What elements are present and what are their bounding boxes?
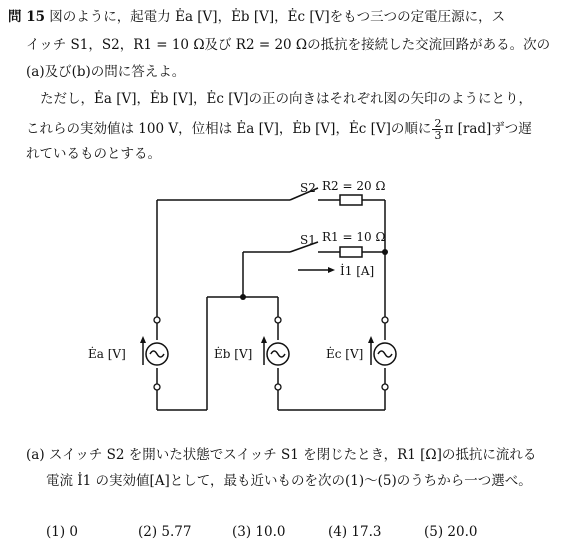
fraction-numerator: 2 [434,117,442,130]
label-r1: R1 = 10 Ω [322,230,386,244]
label-r2: R2 = 20 Ω [322,179,386,193]
choice-3-label: (3) [232,524,252,540]
resistor-r1 [340,247,362,257]
choice-1-label: (1) [46,524,66,540]
arrow-eb-head [261,336,267,343]
problem-text-1: 図のように，起電力 Ėa [V]，Ėb [V]，Ėc [V]をもつ三つの定電圧源に，ス [49,9,506,25]
label-ec: Ėc [V] [326,347,364,361]
problem-text-5a: これらの実効値は 100 V，位相は Ėa [V]，Ėb [V]，Ėc [V]の順に [26,121,432,137]
terminal-ec-bottom [382,384,388,390]
choice-5-value: 20.0 [447,524,478,540]
problem-line-6: れているものとする。 [26,146,161,162]
choice-5-label: (5) [424,524,444,540]
junction-dot-right [382,249,388,255]
problem-line-3: (a)及び(b)の問に答えよ。 [26,64,186,80]
choice-3-value: 10.0 [255,524,286,540]
terminal-eb-bottom [275,384,281,390]
problem-line-2: イッチ S1，S2，R1 = 10 Ω及び R2 = 20 Ωの抵抗を接続した交流回路がある。次の [26,37,551,53]
sine-ec [378,351,392,357]
problem-number: 問 15 [8,9,45,25]
terminal-ec-top [382,317,388,323]
question-a-line-1: (a) スイッチ S2 を開いた状態でスイッチ S1 を閉じたとき，R1 [Ω]の抵抗に流れる [26,447,537,463]
fraction-denominator: 3 [434,129,442,142]
label-s2: S2 [300,181,316,195]
choice-2-label: (2) [138,524,158,540]
terminal-ea-top [154,317,160,323]
label-ea: Ėa [V] [88,347,126,361]
choice-5[interactable] [424,524,477,540]
choice-2[interactable] [138,524,191,540]
choice-4-value: 17.3 [351,524,382,540]
choice-4-label: (4) [328,524,348,540]
label-i1: İ1 [A] [340,264,375,278]
problem-line-4: ただし，Ėa [V]，Ėb [V]，Ėc [V]の正の向きはそれぞれ図の矢印のようにとり， [40,91,533,107]
label-s1: S1 [300,233,316,247]
arrow-i1-head [328,267,335,273]
choice-4[interactable] [328,524,381,540]
resistor-r2 [340,195,362,205]
label-eb: Ėb [V] [214,347,253,361]
sine-ea [150,351,164,357]
choice-1-value: 0 [69,524,79,540]
arrow-ea-head [140,336,146,343]
sine-eb [271,351,285,357]
question-a-line-2: 電流 İ1 の実効値[A]として，最も近いものを次の(1)～(5)のうちから一つ選べ。 [46,473,532,489]
junction-dot-mid [240,294,246,300]
problem-text-5b: π [rad]ずつ遅 [444,121,532,137]
choice-3[interactable] [232,524,285,540]
terminal-eb-top [275,317,281,323]
arrow-ec-head [368,336,374,343]
choice-2-value: 5.77 [161,524,192,540]
terminal-ea-bottom [154,384,160,390]
choice-1[interactable] [46,524,78,540]
